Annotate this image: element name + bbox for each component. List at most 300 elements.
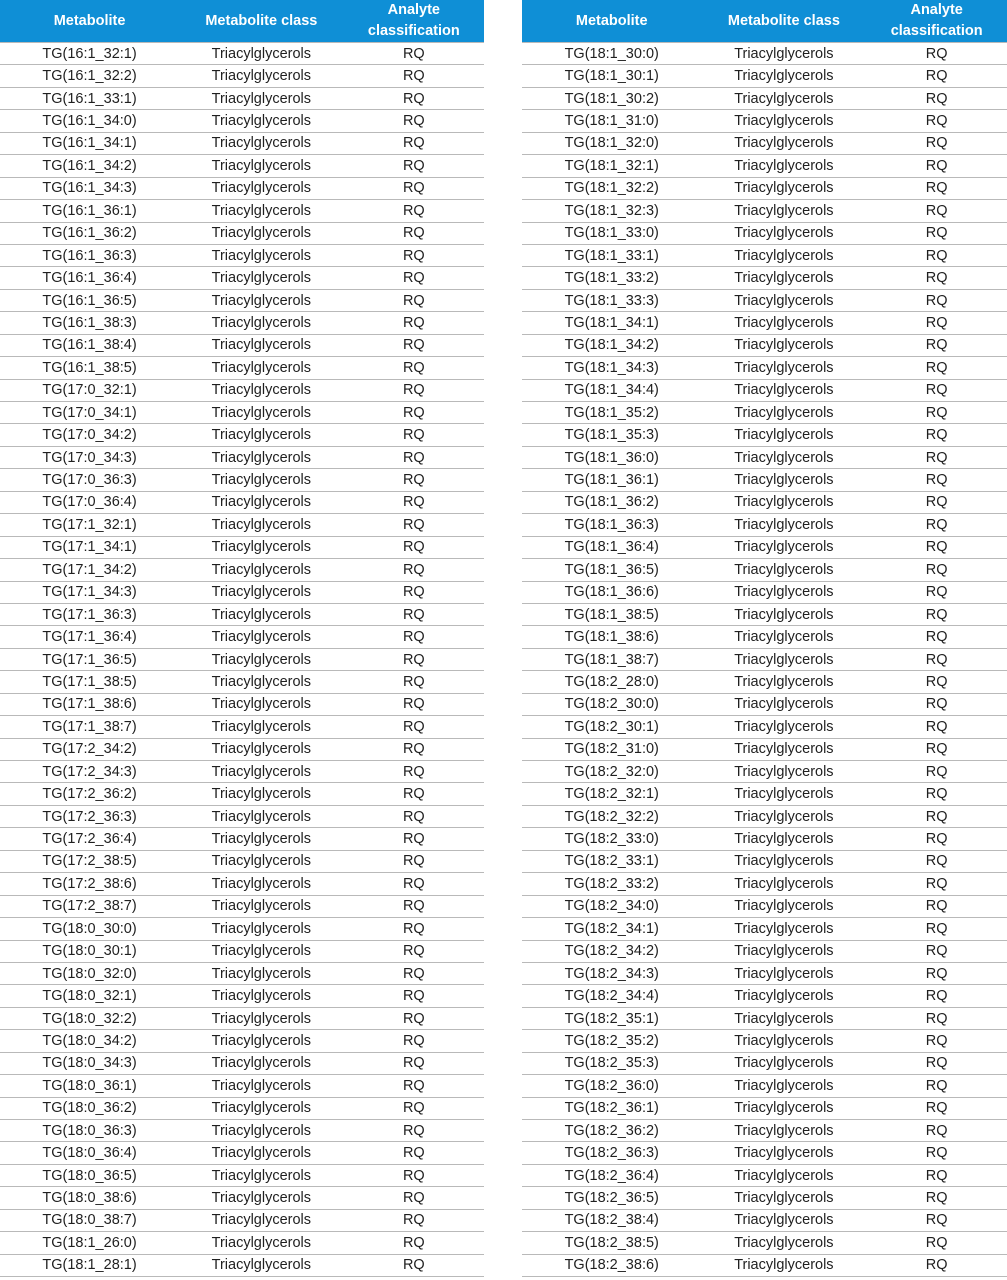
table-row [0,1120,484,1142]
classification-cell: RQ [866,1142,1007,1164]
metabolite-class-cell: Triacylglycerols [179,200,344,222]
metabolite-class-cell: Triacylglycerols [701,469,866,491]
classification-cell: RQ [866,828,1007,850]
metabolite-class-cell: Triacylglycerols [179,559,344,581]
metabolite-cell: TG(18:1_36:5) [522,559,701,581]
metabolite-class-cell: Triacylglycerols [179,1052,344,1074]
metabolite-class-cell: Triacylglycerols [701,648,866,670]
table-row [522,828,1007,850]
metabolite-class-cell: Triacylglycerols [179,491,344,513]
table-row [522,1007,1007,1029]
metabolite-cell: TG(16:1_34:2) [0,155,179,177]
metabolite-cell: TG(18:2_34:1) [522,918,701,940]
metabolite-cell: TG(17:1_38:6) [0,693,179,715]
classification-cell: RQ [866,87,1007,109]
metabolite-class-cell: Triacylglycerols [179,671,344,693]
metabolite-class-cell: Triacylglycerols [701,132,866,154]
metabolite-cell: TG(18:0_30:1) [0,940,179,962]
classification-cell: RQ [866,424,1007,446]
classification-cell: RQ [344,155,484,177]
metabolite-class-cell: Triacylglycerols [701,962,866,984]
classification-cell: RQ [866,581,1007,603]
table-row [0,491,484,513]
metabolite-cell: TG(16:1_34:0) [0,110,179,132]
metabolite-class-cell: Triacylglycerols [179,1075,344,1097]
metabolite-class-cell: Triacylglycerols [701,985,866,1007]
metabolite-class-cell: Triacylglycerols [179,1232,344,1254]
metabolite-class-cell: Triacylglycerols [701,671,866,693]
classification-cell: RQ [344,312,484,334]
metabolite-cell: TG(18:2_38:5) [522,1232,701,1254]
table-row [0,1254,484,1276]
metabolite-cell: TG(18:0_36:5) [0,1164,179,1186]
table-row [0,267,484,289]
metabolite-cell: TG(18:2_33:2) [522,873,701,895]
metabolite-cell: TG(18:2_35:2) [522,1030,701,1052]
table-row [0,805,484,827]
metabolite-class-cell: Triacylglycerols [701,1075,866,1097]
metabolite-table-right [522,0,1007,1277]
header-metabolite-class: Metabolite class [179,0,344,43]
classification-cell: RQ [344,805,484,827]
classification-cell: RQ [866,43,1007,65]
metabolite-cell: TG(16:1_36:1) [0,200,179,222]
table-row [0,603,484,625]
classification-cell: RQ [344,469,484,491]
table-row [522,200,1007,222]
metabolite-class-cell: Triacylglycerols [701,895,866,917]
table-row [0,379,484,401]
metabolite-class-cell: Triacylglycerols [701,828,866,850]
classification-cell: RQ [344,783,484,805]
classification-cell: RQ [344,940,484,962]
table-row [522,536,1007,558]
table-row [522,850,1007,872]
classification-cell: RQ [344,1232,484,1254]
metabolite-class-cell: Triacylglycerols [179,177,344,199]
metabolite-class-cell: Triacylglycerols [179,334,344,356]
metabolite-cell: TG(17:2_34:2) [0,738,179,760]
metabolite-class-cell: Triacylglycerols [701,1120,866,1142]
metabolite-class-cell: Triacylglycerols [179,1164,344,1186]
metabolite-class-cell: Triacylglycerols [179,805,344,827]
metabolite-cell: TG(18:1_26:0) [0,1232,179,1254]
table-row [0,43,484,65]
metabolite-cell: TG(18:2_34:2) [522,940,701,962]
metabolite-class-cell: Triacylglycerols [701,850,866,872]
table-row [0,828,484,850]
classification-cell: RQ [866,559,1007,581]
table-row [522,761,1007,783]
table-row [0,536,484,558]
metabolite-class-cell: Triacylglycerols [701,536,866,558]
table-body-right [522,43,1007,1277]
table-row [522,693,1007,715]
metabolite-class-cell: Triacylglycerols [701,1164,866,1186]
metabolite-class-cell: Triacylglycerols [701,155,866,177]
metabolite-class-cell: Triacylglycerols [701,222,866,244]
classification-cell: RQ [866,469,1007,491]
metabolite-class-cell: Triacylglycerols [701,267,866,289]
classification-cell: RQ [344,1164,484,1186]
table-row [0,559,484,581]
metabolite-cell: TG(18:2_36:2) [522,1120,701,1142]
metabolite-class-cell: Triacylglycerols [179,536,344,558]
table-row [0,357,484,379]
metabolite-class-cell: Triacylglycerols [179,918,344,940]
table-header-row [522,0,1007,43]
metabolite-cell: TG(18:2_30:1) [522,716,701,738]
table-row [0,87,484,109]
metabolite-cell: TG(18:2_35:1) [522,1007,701,1029]
metabolite-cell: TG(18:2_33:0) [522,828,701,850]
table-row [0,402,484,424]
metabolite-cell: TG(16:1_33:1) [0,87,179,109]
table-row [522,603,1007,625]
table-row [522,177,1007,199]
classification-cell: RQ [866,1052,1007,1074]
table-row [522,918,1007,940]
classification-cell: RQ [344,648,484,670]
table-row [522,1187,1007,1209]
classification-cell: RQ [344,1254,484,1276]
classification-cell: RQ [344,222,484,244]
header-metabolite-class: Metabolite class [701,0,866,43]
header-metabolite: Metabolite [522,0,701,43]
table-row [522,716,1007,738]
classification-cell: RQ [866,357,1007,379]
metabolite-cell: TG(18:1_32:2) [522,177,701,199]
metabolite-class-cell: Triacylglycerols [179,1030,344,1052]
table-row [522,132,1007,154]
metabolite-class-cell: Triacylglycerols [701,581,866,603]
metabolite-class-cell: Triacylglycerols [179,761,344,783]
table-row [522,424,1007,446]
classification-cell: RQ [344,1030,484,1052]
metabolite-cell: TG(18:0_38:7) [0,1209,179,1231]
metabolite-cell: TG(18:1_33:3) [522,289,701,311]
classification-cell: RQ [344,828,484,850]
classification-cell: RQ [866,177,1007,199]
table-row [522,1254,1007,1276]
classification-cell: RQ [344,244,484,266]
metabolite-class-cell: Triacylglycerols [701,761,866,783]
classification-cell: RQ [344,379,484,401]
classification-cell: RQ [866,536,1007,558]
classification-cell: RQ [344,446,484,468]
classification-cell: RQ [344,895,484,917]
metabolite-class-cell: Triacylglycerols [179,873,344,895]
classification-cell: RQ [866,850,1007,872]
classification-cell: RQ [344,132,484,154]
classification-cell: RQ [866,626,1007,648]
classification-cell: RQ [866,693,1007,715]
metabolite-class-cell: Triacylglycerols [179,267,344,289]
metabolite-cell: TG(18:1_35:2) [522,402,701,424]
table-row [0,1164,484,1186]
metabolite-cell: TG(18:1_30:2) [522,87,701,109]
table-row [0,446,484,468]
metabolite-cell: TG(18:0_32:1) [0,985,179,1007]
table-row [522,1075,1007,1097]
table-row [0,1187,484,1209]
metabolite-class-cell: Triacylglycerols [701,87,866,109]
table-row [522,1232,1007,1254]
metabolite-cell: TG(18:2_36:4) [522,1164,701,1186]
table-row [0,1097,484,1119]
classification-cell: RQ [866,514,1007,536]
table-row [0,110,484,132]
table-row [0,716,484,738]
metabolite-class-cell: Triacylglycerols [179,87,344,109]
metabolite-class-cell: Triacylglycerols [179,469,344,491]
metabolite-class-cell: Triacylglycerols [179,289,344,311]
metabolite-class-cell: Triacylglycerols [179,222,344,244]
metabolite-class-cell: Triacylglycerols [179,244,344,266]
metabolite-cell: TG(18:2_38:6) [522,1254,701,1276]
metabolite-cell: TG(18:1_32:3) [522,200,701,222]
metabolite-cell: TG(18:0_38:6) [0,1187,179,1209]
metabolite-cell: TG(18:1_34:4) [522,379,701,401]
table-row [0,1030,484,1052]
metabolite-cell: TG(17:0_32:1) [0,379,179,401]
metabolite-class-cell: Triacylglycerols [701,1142,866,1164]
metabolite-class-cell: Triacylglycerols [179,648,344,670]
metabolite-cell: TG(18:0_34:3) [0,1052,179,1074]
table-row [522,110,1007,132]
metabolite-cell: TG(18:2_36:3) [522,1142,701,1164]
metabolite-class-cell: Triacylglycerols [701,1097,866,1119]
table-row [522,648,1007,670]
table-row [0,514,484,536]
metabolite-cell: TG(16:1_36:2) [0,222,179,244]
metabolite-cell: TG(18:1_33:0) [522,222,701,244]
header-metabolite: Metabolite [0,0,179,43]
table-row [0,962,484,984]
table-row [522,43,1007,65]
metabolite-cell: TG(16:1_36:3) [0,244,179,266]
classification-cell: RQ [866,985,1007,1007]
classification-cell: RQ [344,1097,484,1119]
metabolite-cell: TG(18:0_32:0) [0,962,179,984]
classification-cell: RQ [866,873,1007,895]
classification-cell: RQ [344,334,484,356]
metabolite-class-cell: Triacylglycerols [179,424,344,446]
table-row [522,805,1007,827]
table-row [522,87,1007,109]
table-row [522,244,1007,266]
table-row [0,1052,484,1074]
classification-cell: RQ [344,738,484,760]
metabolite-cell: TG(18:2_34:3) [522,962,701,984]
classification-cell: RQ [866,716,1007,738]
metabolite-class-cell: Triacylglycerols [179,312,344,334]
metabolite-cell: TG(17:2_38:5) [0,850,179,872]
metabolite-cell: TG(17:0_34:1) [0,402,179,424]
classification-cell: RQ [344,1007,484,1029]
metabolite-class-cell: Triacylglycerols [701,626,866,648]
table-row [522,1120,1007,1142]
classification-cell: RQ [344,514,484,536]
metabolite-cell: TG(17:1_36:5) [0,648,179,670]
classification-cell: RQ [866,491,1007,513]
classification-cell: RQ [866,65,1007,87]
metabolite-class-cell: Triacylglycerols [701,177,866,199]
metabolite-class-cell: Triacylglycerols [179,850,344,872]
metabolite-class-cell: Triacylglycerols [701,357,866,379]
metabolite-cell: TG(18:1_38:5) [522,603,701,625]
table-row [522,738,1007,760]
classification-cell: RQ [866,805,1007,827]
classification-cell: RQ [866,402,1007,424]
table-row [0,985,484,1007]
classification-cell: RQ [866,1232,1007,1254]
table-row [522,559,1007,581]
classification-cell: RQ [344,65,484,87]
metabolite-cell: TG(18:2_38:4) [522,1209,701,1231]
table-row [0,1142,484,1164]
metabolite-class-cell: Triacylglycerols [701,110,866,132]
table-row [522,985,1007,1007]
classification-cell: RQ [866,334,1007,356]
table-row [0,244,484,266]
metabolite-cell: TG(18:2_28:0) [522,671,701,693]
classification-cell: RQ [344,536,484,558]
metabolite-cell: TG(17:2_38:6) [0,873,179,895]
table-row [0,1007,484,1029]
metabolite-cell: TG(18:1_36:3) [522,514,701,536]
classification-cell: RQ [866,962,1007,984]
metabolite-cell: TG(18:0_36:3) [0,1120,179,1142]
classification-cell: RQ [344,177,484,199]
metabolite-class-cell: Triacylglycerols [179,1187,344,1209]
table-row [522,783,1007,805]
metabolite-class-cell: Triacylglycerols [179,626,344,648]
classification-cell: RQ [344,962,484,984]
classification-cell: RQ [866,222,1007,244]
table-row [0,648,484,670]
metabolite-class-cell: Triacylglycerols [179,716,344,738]
metabolite-class-cell: Triacylglycerols [701,1209,866,1231]
table-row [522,379,1007,401]
classification-cell: RQ [866,379,1007,401]
metabolite-cell: TG(18:1_36:4) [522,536,701,558]
classification-cell: RQ [344,693,484,715]
table-row [0,334,484,356]
metabolite-cell: TG(18:2_33:1) [522,850,701,872]
metabolite-cell: TG(17:1_36:4) [0,626,179,648]
metabolite-class-cell: Triacylglycerols [701,379,866,401]
metabolite-class-cell: Triacylglycerols [179,603,344,625]
classification-cell: RQ [344,873,484,895]
metabolite-class-cell: Triacylglycerols [179,514,344,536]
metabolite-cell: TG(18:1_36:0) [522,446,701,468]
metabolite-cell: TG(16:1_36:4) [0,267,179,289]
classification-cell: RQ [866,603,1007,625]
table-row [522,1030,1007,1052]
header-analyte-classification: Analyte classification [866,0,1007,43]
metabolite-cell: TG(17:2_36:4) [0,828,179,850]
metabolite-class-cell: Triacylglycerols [179,738,344,760]
metabolite-cell: TG(18:1_38:6) [522,626,701,648]
table-row [522,312,1007,334]
metabolite-class-cell: Triacylglycerols [179,1254,344,1276]
table-row [522,402,1007,424]
table-row [0,65,484,87]
table-row [522,873,1007,895]
classification-cell: RQ [344,424,484,446]
table-row [522,962,1007,984]
metabolite-cell: TG(18:2_36:5) [522,1187,701,1209]
metabolite-class-cell: Triacylglycerols [701,873,866,895]
classification-cell: RQ [344,357,484,379]
metabolite-class-cell: Triacylglycerols [701,65,866,87]
metabolite-cell: TG(18:2_32:1) [522,783,701,805]
table-row [522,65,1007,87]
classification-cell: RQ [866,1075,1007,1097]
classification-cell: RQ [344,1052,484,1074]
classification-cell: RQ [344,1209,484,1231]
classification-cell: RQ [344,985,484,1007]
table-row [522,469,1007,491]
table-row [522,581,1007,603]
classification-cell: RQ [866,155,1007,177]
metabolite-class-cell: Triacylglycerols [179,402,344,424]
metabolite-class-cell: Triacylglycerols [179,357,344,379]
classification-cell: RQ [344,110,484,132]
metabolite-class-cell: Triacylglycerols [701,43,866,65]
metabolite-cell: TG(18:1_36:1) [522,469,701,491]
metabolite-cell: TG(16:1_32:1) [0,43,179,65]
table-row [522,1142,1007,1164]
classification-cell: RQ [344,87,484,109]
metabolite-class-cell: Triacylglycerols [179,110,344,132]
classification-cell: RQ [866,783,1007,805]
classification-cell: RQ [866,1254,1007,1276]
metabolite-class-cell: Triacylglycerols [701,940,866,962]
table-row [0,850,484,872]
classification-cell: RQ [866,132,1007,154]
metabolite-cell: TG(17:1_36:3) [0,603,179,625]
metabolite-class-cell: Triacylglycerols [701,1007,866,1029]
metabolite-cell: TG(16:1_38:3) [0,312,179,334]
table-row [0,693,484,715]
classification-cell: RQ [344,402,484,424]
classification-cell: RQ [344,559,484,581]
metabolite-cell: TG(17:1_34:3) [0,581,179,603]
classification-cell: RQ [866,738,1007,760]
table-body-left [0,43,484,1277]
classification-cell: RQ [344,1075,484,1097]
metabolite-class-cell: Triacylglycerols [701,424,866,446]
metabolite-class-cell: Triacylglycerols [701,312,866,334]
table-row [0,1232,484,1254]
table-row [0,940,484,962]
metabolite-cell: TG(18:2_35:3) [522,1052,701,1074]
metabolite-cell: TG(17:2_34:3) [0,761,179,783]
header-analyte-classification: Analyte classification [344,0,484,43]
classification-cell: RQ [344,918,484,940]
classification-cell: RQ [866,1187,1007,1209]
table-row [522,671,1007,693]
metabolite-class-cell: Triacylglycerols [701,1254,866,1276]
metabolite-class-cell: Triacylglycerols [701,491,866,513]
metabolite-cell: TG(18:0_34:2) [0,1030,179,1052]
metabolite-class-cell: Triacylglycerols [179,1142,344,1164]
metabolite-cell: TG(17:2_38:7) [0,895,179,917]
metabolite-class-cell: Triacylglycerols [179,783,344,805]
metabolite-cell: TG(18:1_28:1) [0,1254,179,1276]
